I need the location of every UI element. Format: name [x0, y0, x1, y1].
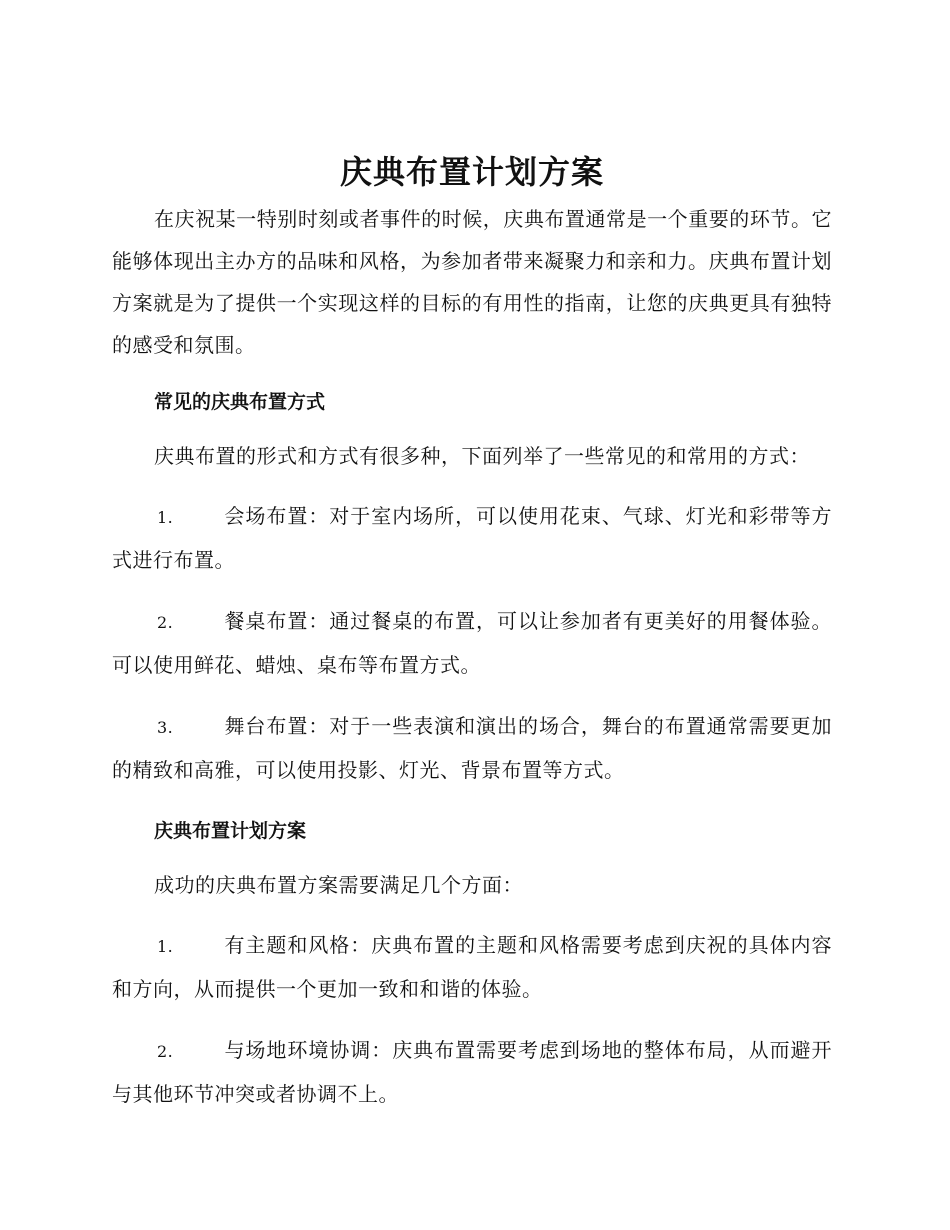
list-item-text: 会场布置：对于室内场所，可以使用花束、气球、灯光和彩带等方式进行布置。 [112, 504, 832, 572]
list-item-text: 与场地环境协调：庆典布置需要考虑到场地的整体布局，从而避开与其他环节冲突或者协调不上。 [112, 1038, 832, 1106]
list-item [112, 600, 832, 686]
list-item-text: 餐桌布置：通过餐桌的布置，可以让参加者有更美好的用餐体验。可以使用鲜花、蜡烛、桌布等布置方式。 [112, 609, 832, 677]
list-item-text: 有主题和风格：庆典布置的主题和风格需要考虑到庆祝的具体内容和方向，从而提供一个更加一致和和谐的体验。 [112, 933, 832, 1001]
list-item-number: 3. [157, 718, 174, 737]
section-heading-common-methods: 常见的庆典布置方式 [154, 391, 326, 413]
list-item [112, 705, 832, 791]
section-lead-paragraph: 成功的庆典布置方案需要满足几个方面： [154, 873, 523, 897]
document-body [112, 148, 832, 1134]
list-item-number: 1. [157, 937, 174, 956]
section-heading-plan: 庆典布置计划方案 [154, 820, 307, 842]
list-item [112, 495, 832, 581]
list-item [112, 924, 832, 1010]
list-item-text: 舞台布置：对于一些表演和演出的场合，舞台的布置通常需要更加的精致和高雅，可以使用投影、灯光、背景布置等方式。 [112, 714, 832, 782]
section-lead-paragraph: 庆典布置的形式和方式有很多种，下面列举了一些常见的和常用的方式： [154, 444, 810, 468]
list-item-number: 2. [157, 1042, 174, 1061]
page-title: 庆典布置计划方案 [339, 153, 604, 191]
list-item [112, 1029, 832, 1115]
list-item-number: 1. [157, 508, 174, 527]
intro-paragraph: 在庆祝某一特别时刻或者事件的时候，庆典布置通常是一个重要的环节。它能够体现出主办方的品味和风格，为参加者带来凝聚力和亲和力。庆典布置计划方案就是为了提供一个实现这样的目标的有用性的指南，让您的庆典更具有独特的感受和氛围。 [112, 207, 832, 357]
list-item-number: 2. [157, 613, 174, 632]
